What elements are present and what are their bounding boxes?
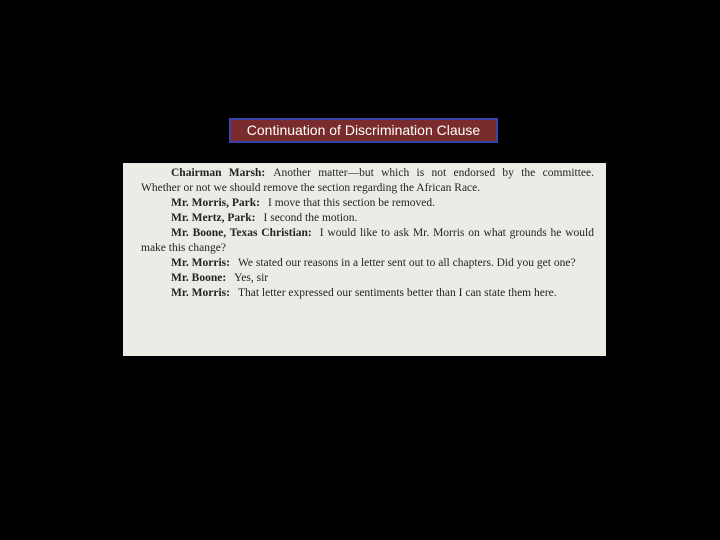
speech-text: Yes, sir	[234, 272, 269, 284]
transcript-paragraph	[141, 211, 594, 226]
speaker-name: Mr. Boone, Texas Christian:	[171, 227, 312, 239]
transcript-paragraph	[141, 271, 594, 286]
transcript-paragraph	[141, 286, 594, 301]
speech-text: I would like to ask Mr. Morris on what grounds he would make this change?	[141, 227, 594, 254]
speech-text: Another matter—but which is not endorsed by the committee. Whether or not we should remove the section regarding the African Race.	[141, 167, 594, 194]
speaker-name: Chairman Marsh:	[171, 167, 266, 179]
speaker-name: Mr. Mertz, Park:	[171, 212, 256, 224]
document-excerpt	[123, 163, 606, 356]
speech-text: That letter expressed our sentiments better than I can state them here.	[237, 287, 557, 299]
speaker-name: Mr. Boone:	[171, 272, 227, 284]
transcript-paragraph	[141, 256, 594, 271]
transcript-paragraph	[141, 196, 594, 211]
speaker-name: Mr. Morris, Park:	[171, 197, 260, 209]
speech-text: I second the motion.	[263, 212, 358, 224]
transcript-paragraph	[141, 226, 594, 256]
transcript-paragraph	[141, 166, 594, 196]
speaker-name: Mr. Morris:	[171, 287, 230, 299]
speaker-name: Mr. Morris:	[171, 257, 230, 269]
speech-text: We stated our reasons in a letter sent out to all chapters. Did you get one?	[237, 257, 576, 269]
speech-text: I move that this section be removed.	[268, 197, 436, 209]
slide-title: Continuation of Discrimination Clause	[229, 118, 498, 143]
